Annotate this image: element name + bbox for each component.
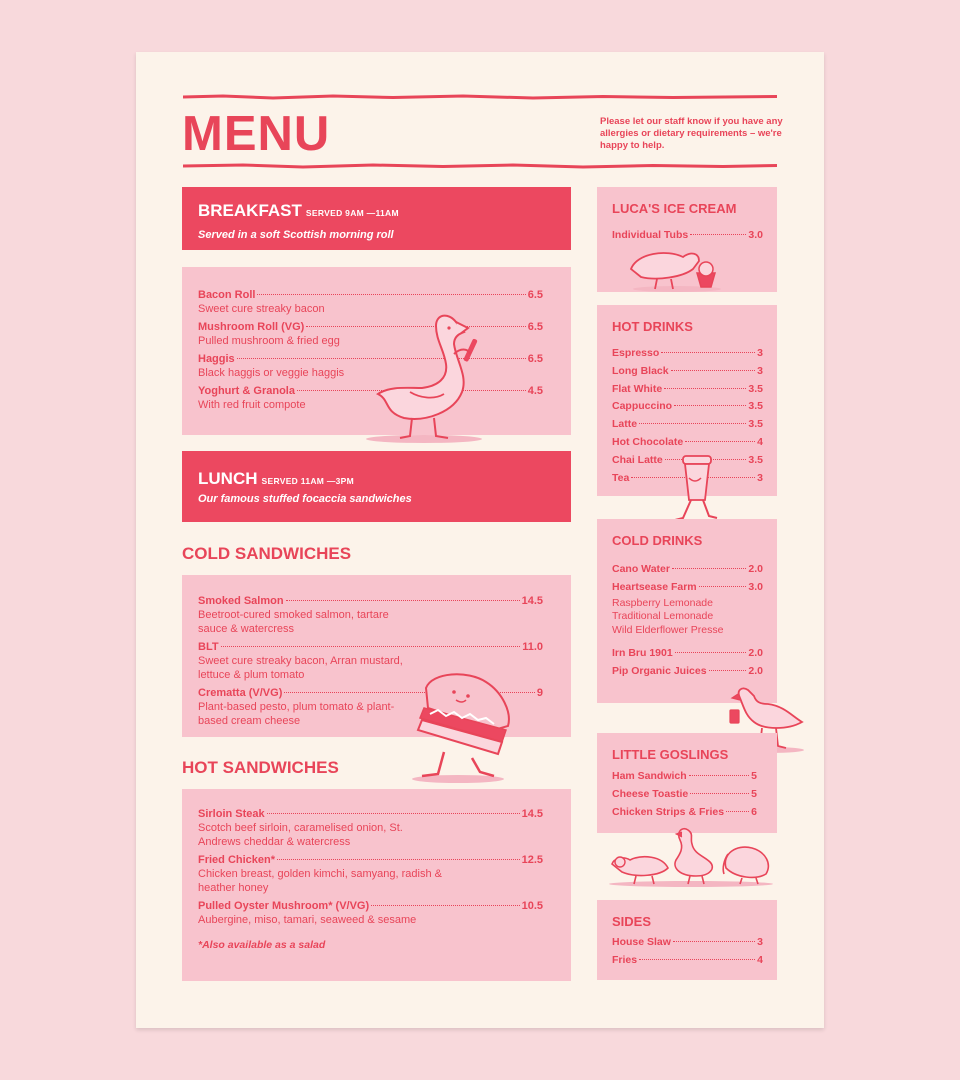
item-description: Sweet cure streaky bacon, Arran mustard, lettuce & plum tomato bbox=[198, 655, 403, 681]
breakfast-title: BREAKFAST bbox=[198, 201, 302, 220]
hot-drinks-heading: HOT DRINKS bbox=[612, 319, 693, 334]
item-name: Heartsease Farm bbox=[612, 580, 697, 593]
item-name: Tea bbox=[612, 471, 630, 484]
hot-sandwich-items bbox=[198, 807, 543, 931]
item-price: 6 bbox=[751, 805, 757, 818]
breakfast-banner bbox=[182, 187, 571, 250]
menu-item bbox=[198, 807, 543, 849]
item-name: Haggis bbox=[198, 353, 235, 365]
menu-item bbox=[612, 804, 757, 822]
item-price: 11.0 bbox=[522, 641, 543, 653]
item-name: Long Black bbox=[612, 364, 669, 377]
header-divider bbox=[183, 163, 777, 169]
lunch-heading bbox=[198, 469, 354, 489]
cold-drink-items bbox=[612, 561, 763, 681]
menu-item bbox=[198, 899, 543, 927]
lunch-banner bbox=[182, 451, 571, 522]
walking-sandwich-icon bbox=[408, 668, 518, 784]
item-name: Irn Bru 1901 bbox=[612, 647, 673, 660]
item-name: Yoghurt & Granola bbox=[198, 385, 295, 397]
item-price: 14.5 bbox=[521, 595, 543, 607]
menu-item bbox=[612, 416, 763, 434]
item-price: 2.0 bbox=[748, 647, 763, 660]
item-name: Ham Sandwich bbox=[612, 770, 687, 782]
page-title: MENU bbox=[182, 107, 331, 161]
hot-sandwiches-heading: HOT SANDWICHES bbox=[182, 758, 339, 777]
little-goslings-heading: LITTLE GOSLINGS bbox=[612, 747, 729, 762]
item-price: 2.0 bbox=[748, 664, 763, 677]
cold-drinks-heading: COLD DRINKS bbox=[612, 533, 703, 548]
hot-sandwiches-panel bbox=[182, 789, 571, 981]
item-name: Sirloin Steak bbox=[198, 808, 265, 820]
item-name: Pulled Oyster Mushroom* (V/VG) bbox=[198, 900, 370, 912]
item-name: Cappuccino bbox=[612, 400, 673, 413]
item-name: Mushroom Roll (VG) bbox=[198, 321, 305, 333]
item-price: 6.5 bbox=[527, 321, 543, 333]
item-price: 12.5 bbox=[521, 854, 543, 866]
item-name: Crematta (V/VG) bbox=[198, 687, 283, 699]
item-price: 3.0 bbox=[748, 580, 763, 593]
menu-item bbox=[198, 594, 543, 636]
menu-item bbox=[612, 934, 763, 952]
sides-panel bbox=[597, 900, 777, 980]
lunch-subtitle: Our famous stuffed focaccia sandwiches bbox=[198, 493, 412, 505]
item-name: Fries bbox=[612, 953, 638, 966]
lunch-hours: SERVED 11AM —3PM bbox=[261, 476, 355, 486]
menu-item bbox=[612, 579, 763, 637]
item-price: 2.0 bbox=[748, 563, 763, 575]
menu-item bbox=[612, 645, 763, 663]
item-name: Espresso bbox=[612, 347, 660, 359]
walking-cup-icon bbox=[671, 452, 723, 528]
menu-page bbox=[136, 52, 824, 1028]
menu-item bbox=[612, 363, 763, 381]
item-name: Smoked Salmon bbox=[198, 595, 284, 607]
top-divider bbox=[183, 94, 777, 100]
item-price: 3 bbox=[757, 364, 763, 377]
goose-shaving-icon bbox=[364, 308, 484, 444]
item-name: BLT bbox=[198, 641, 219, 653]
item-price: 3 bbox=[757, 347, 763, 359]
item-price: 3 bbox=[757, 936, 763, 948]
menu-item bbox=[612, 345, 763, 363]
ice-cream-heading: LUCA'S ICE CREAM bbox=[612, 201, 737, 216]
breakfast-hours: SERVED 9AM —11AM bbox=[305, 208, 399, 218]
menu-item bbox=[612, 381, 763, 399]
item-description: Beetroot-cured smoked salmon, tartare sauce & watercress bbox=[198, 609, 389, 635]
item-description: Chicken breast, golden kimchi, samyang, radish & heather honey bbox=[198, 868, 442, 894]
item-price: 9 bbox=[536, 687, 543, 699]
breakfast-subtitle: Served in a soft Scottish morning roll bbox=[198, 229, 394, 241]
menu-item bbox=[612, 768, 757, 786]
menu-item bbox=[612, 227, 763, 245]
item-price: 3.5 bbox=[748, 418, 763, 431]
item-description: With red fruit compote bbox=[198, 399, 306, 411]
item-name: Individual Tubs bbox=[612, 229, 689, 241]
item-price: 3 bbox=[757, 471, 763, 484]
item-name: Cano Water bbox=[612, 563, 670, 575]
breakfast-heading bbox=[198, 201, 399, 221]
item-price: 5 bbox=[751, 787, 757, 800]
item-price: 6.5 bbox=[527, 353, 543, 365]
cold-sandwiches-heading: COLD SANDWICHES bbox=[182, 544, 352, 563]
ice-cream-items bbox=[612, 227, 763, 245]
item-price: 3.0 bbox=[748, 229, 763, 241]
item-price: 6.5 bbox=[527, 289, 543, 301]
item-description: Aubergine, miso, tamari, seaweed & sesame bbox=[198, 914, 417, 926]
menu-item bbox=[612, 786, 757, 804]
item-price: 4 bbox=[757, 435, 763, 448]
item-name: Chai Latte bbox=[612, 453, 663, 466]
item-name: Hot Chocolate bbox=[612, 435, 684, 448]
item-name: Pip Organic Juices bbox=[612, 664, 707, 677]
item-description: Pulled mushroom & fried egg bbox=[198, 335, 340, 347]
item-name: Bacon Roll bbox=[198, 289, 256, 301]
item-price: 3.5 bbox=[748, 400, 763, 413]
item-name: Latte bbox=[612, 418, 638, 431]
sides-items bbox=[612, 934, 763, 970]
item-price: 10.5 bbox=[521, 900, 543, 912]
item-description: Scotch beef sirloin, caramelised onion, St. Andrews cheddar & watercress bbox=[198, 822, 403, 848]
cold-drinks-panel bbox=[597, 519, 777, 703]
item-price: 5 bbox=[751, 770, 757, 782]
item-name: Chicken Strips & Fries bbox=[612, 805, 725, 818]
item-description: Black haggis or veggie haggis bbox=[198, 367, 345, 379]
ice-cream-panel bbox=[597, 187, 777, 292]
item-price: 14.5 bbox=[521, 808, 543, 820]
item-price: 3.5 bbox=[748, 382, 763, 395]
item-name: House Slaw bbox=[612, 936, 671, 948]
item-price: 3.5 bbox=[748, 453, 763, 466]
sides-heading: SIDES bbox=[612, 914, 652, 929]
menu-item bbox=[612, 561, 763, 579]
menu-item bbox=[612, 952, 763, 970]
menu-item bbox=[612, 663, 763, 681]
item-name: Cheese Toastie bbox=[612, 787, 689, 800]
allergy-note: Please let our staff know if you have any allergies or dietary requirements – we're happy to help. bbox=[600, 116, 783, 151]
lunch-title: LUNCH bbox=[198, 469, 258, 488]
little-goslings-items bbox=[612, 768, 757, 821]
item-price: 4.5 bbox=[527, 385, 543, 397]
menu-item bbox=[612, 398, 763, 416]
salad-note: *Also available as a salad bbox=[198, 939, 326, 951]
item-description: Sweet cure streaky bacon bbox=[198, 303, 325, 315]
item-name: Flat White bbox=[612, 382, 663, 395]
item-description: Raspberry Lemonade Traditional Lemonade Wild Elderflower Presse bbox=[612, 596, 724, 636]
three-geese-icon bbox=[606, 824, 776, 888]
menu-item bbox=[612, 434, 763, 452]
item-name: Fried Chicken* bbox=[198, 854, 276, 866]
item-price: 4 bbox=[757, 953, 763, 966]
goose-ice-cream-icon bbox=[627, 247, 723, 293]
item-description: Plant-based pesto, plum tomato & plant-based cream cheese bbox=[198, 701, 395, 727]
menu-item bbox=[198, 853, 543, 895]
little-goslings-panel bbox=[597, 733, 777, 833]
